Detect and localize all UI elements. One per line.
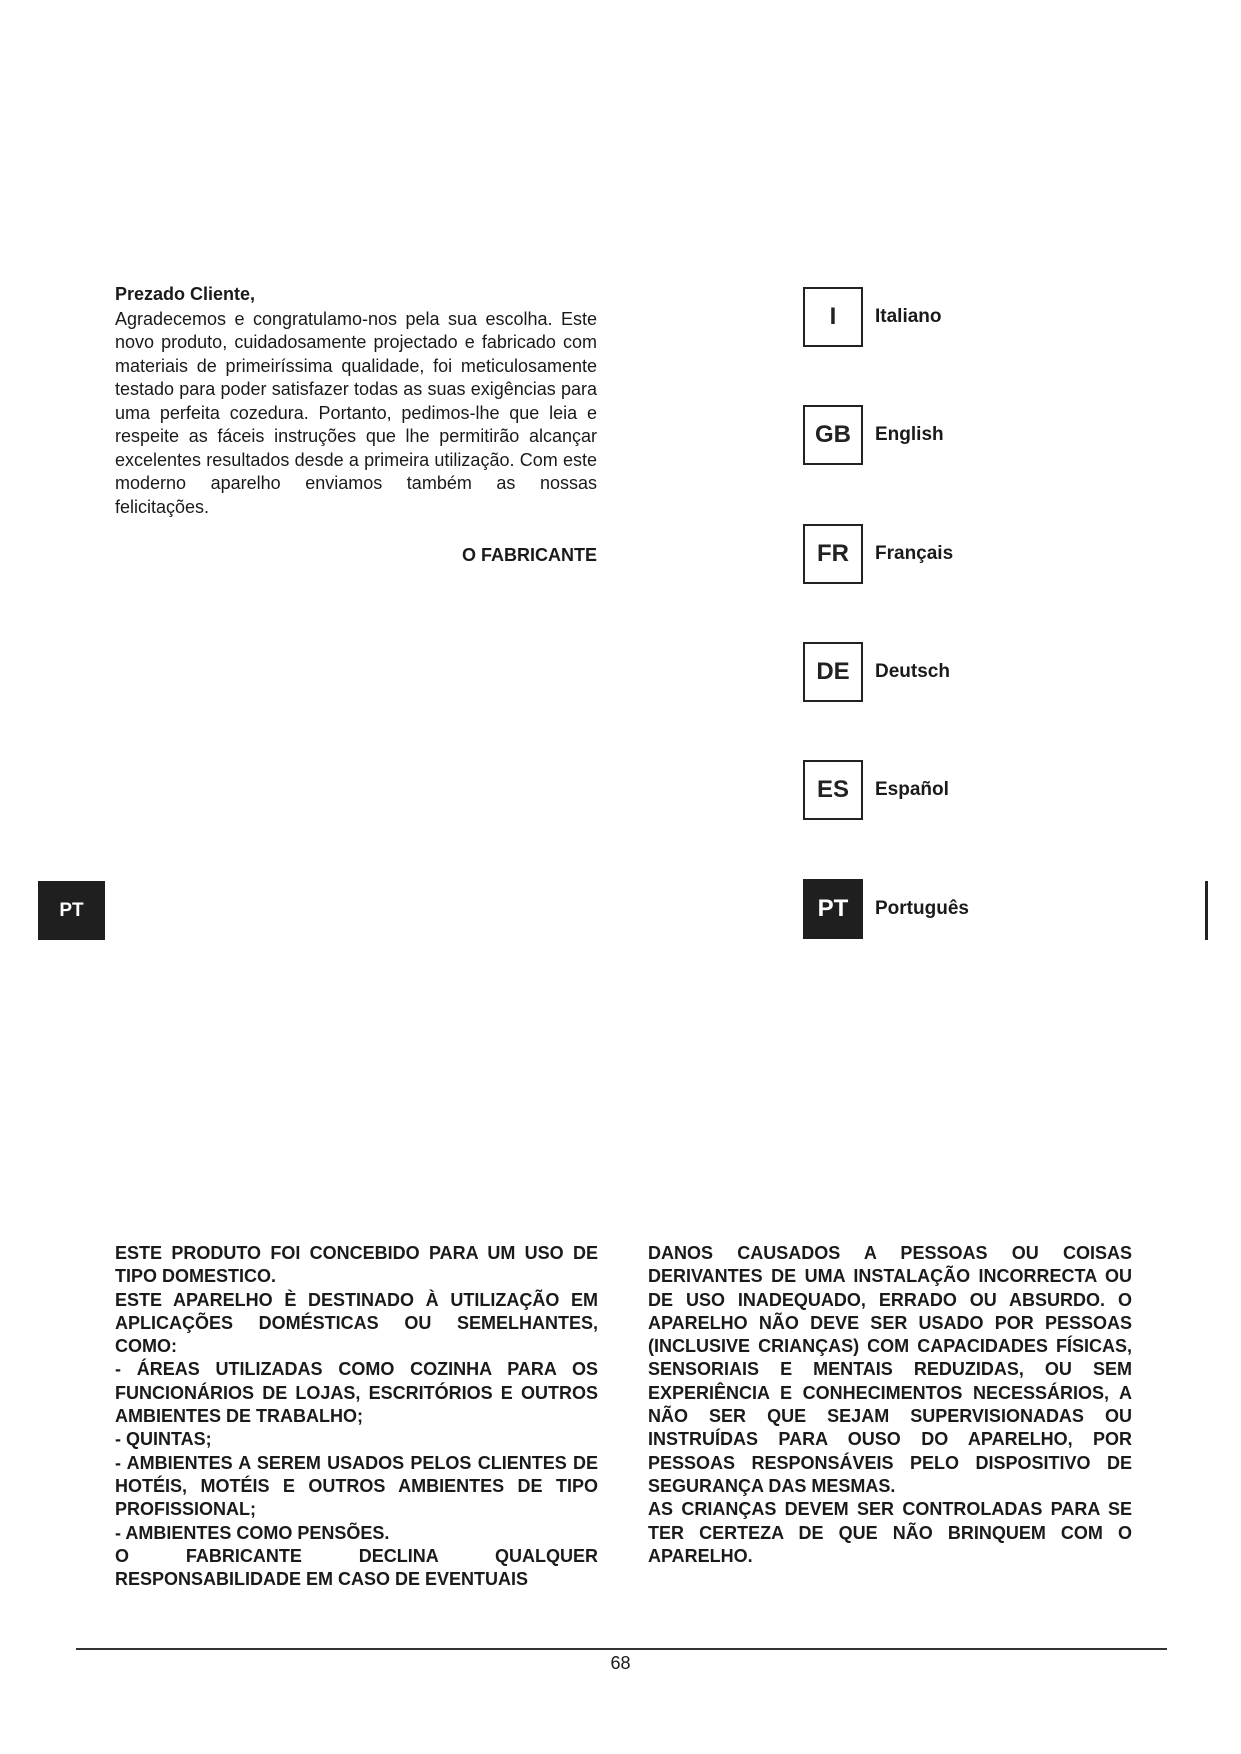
- language-code-box: DE: [803, 642, 863, 702]
- footer-divider: [76, 1648, 1167, 1650]
- warning-paragraph: - QUINTAS;: [115, 1429, 212, 1450]
- language-name: Deutsch: [875, 661, 950, 682]
- warning-paragraph: ESTE APARELHO È DESTINADO À UTILIZAÇÃO EM APLICAÇÕES DOMÉSTICAS OU SEMELHANTES, COMO:: [115, 1289, 598, 1357]
- section-marker-bar: [1205, 881, 1208, 940]
- language-item-deutsch[interactable]: [803, 642, 1133, 702]
- warning-paragraph: O FABRICANTE DECLINA QUALQUER RESPONSABILIDADE EM CASO DE EVENTUAIS: [115, 1545, 598, 1590]
- section-tab-pt[interactable]: PT: [38, 881, 105, 940]
- language-name: English: [875, 424, 944, 445]
- language-name: Español: [875, 779, 949, 800]
- language-code-box: ES: [803, 760, 863, 820]
- warning-paragraph: - ÁREAS UTILIZADAS COMO COZINHA PARA OS FUNCIONÁRIOS DE LOJAS, ESCRITÓRIOS E OUTROS AMBIENTES DE TRABALHO;: [115, 1359, 598, 1427]
- language-item-francais[interactable]: [803, 524, 1133, 584]
- language-code-box-active: PT: [803, 879, 863, 939]
- language-code-box: GB: [803, 405, 863, 465]
- page-number: 68: [610, 1653, 631, 1673]
- language-code-box: I: [803, 287, 863, 347]
- language-item-espanol[interactable]: [803, 760, 1133, 820]
- warning-paragraph: - AMBIENTES A SEREM USADOS PELOS CLIENTES DE HOTÉIS, MOTÉIS E OUTROS AMBIENTES DE TIPO PROFISSIONAL;: [115, 1452, 598, 1520]
- greeting-salutation: Prezado Cliente,: [115, 284, 256, 304]
- language-name: Italiano: [875, 306, 942, 327]
- warning-paragraph: ESTE PRODUTO FOI CONCEBIDO PARA UM USO DE TIPO DOMESTICO.: [115, 1243, 598, 1287]
- warning-paragraph: - AMBIENTES COMO PENSÕES.: [115, 1522, 390, 1543]
- language-item-italiano[interactable]: [803, 287, 1133, 347]
- language-name: Português: [875, 898, 969, 919]
- language-index: [803, 287, 1133, 947]
- warning-paragraph: AS CRIANÇAS DEVEM SER CONTROLADAS PARA SE TER CERTEZA DE QUE NÃO BRINQUEM COM O APARELHO.: [648, 1499, 1132, 1566]
- language-item-portugues[interactable]: [803, 879, 1133, 939]
- warning-paragraph: DANOS CAUSADOS A PESSOAS OU COISAS DERIVANTES DE UMA INSTALAÇÃO INCORRECTA OU DE USO INADEQUADO, ERRADO OU ABSURDO. O APARELHO NÃO DEVE SER USADO POR PESSOAS (INCLUSIVE CRIANÇAS) COM CAPACIDADES FÍSICAS, SENSORIAIS E MENTAIS REDUZIDAS, OU SEM EXPERIÊNCIA E CONHECIMENTOS NECESSÁRIOS, A NÃO SER QUE SEJAM SUPERVISIONADAS OU INSTRUÍDAS PARA OUSO DO APARELHO, POR PESSOAS RESPONSÁVEIS PELO DISPOSITIVO DE SEGURANÇA DAS MESMAS.: [648, 1243, 1132, 1496]
- language-item-english[interactable]: [803, 405, 1133, 465]
- language-code-box: FR: [803, 524, 863, 584]
- language-name: Français: [875, 543, 954, 564]
- manufacturer-signature: O FABRICANTE: [462, 545, 597, 565]
- warning-column-left: [115, 1242, 598, 1591]
- greeting-body: Agradecemos e congratulamo-nos pela sua escolha. Este novo produto, cuidadosamente projectado e fabricado com materiais de primeiríssima qualidade, foi meticulosamente testado para poder satisfazer todas as suas exigências para uma perfeita cozedura. Portanto, pedimos-lhe que leia e respeite as fáceis instruções que lhe permitirão alcançar excelentes resultados desde a primeira utilização. Com este moderno aparelho enviamos também as nossas felicitações.: [115, 308, 597, 517]
- warning-column-right: [648, 1242, 1132, 1568]
- greeting-block: [115, 283, 597, 519]
